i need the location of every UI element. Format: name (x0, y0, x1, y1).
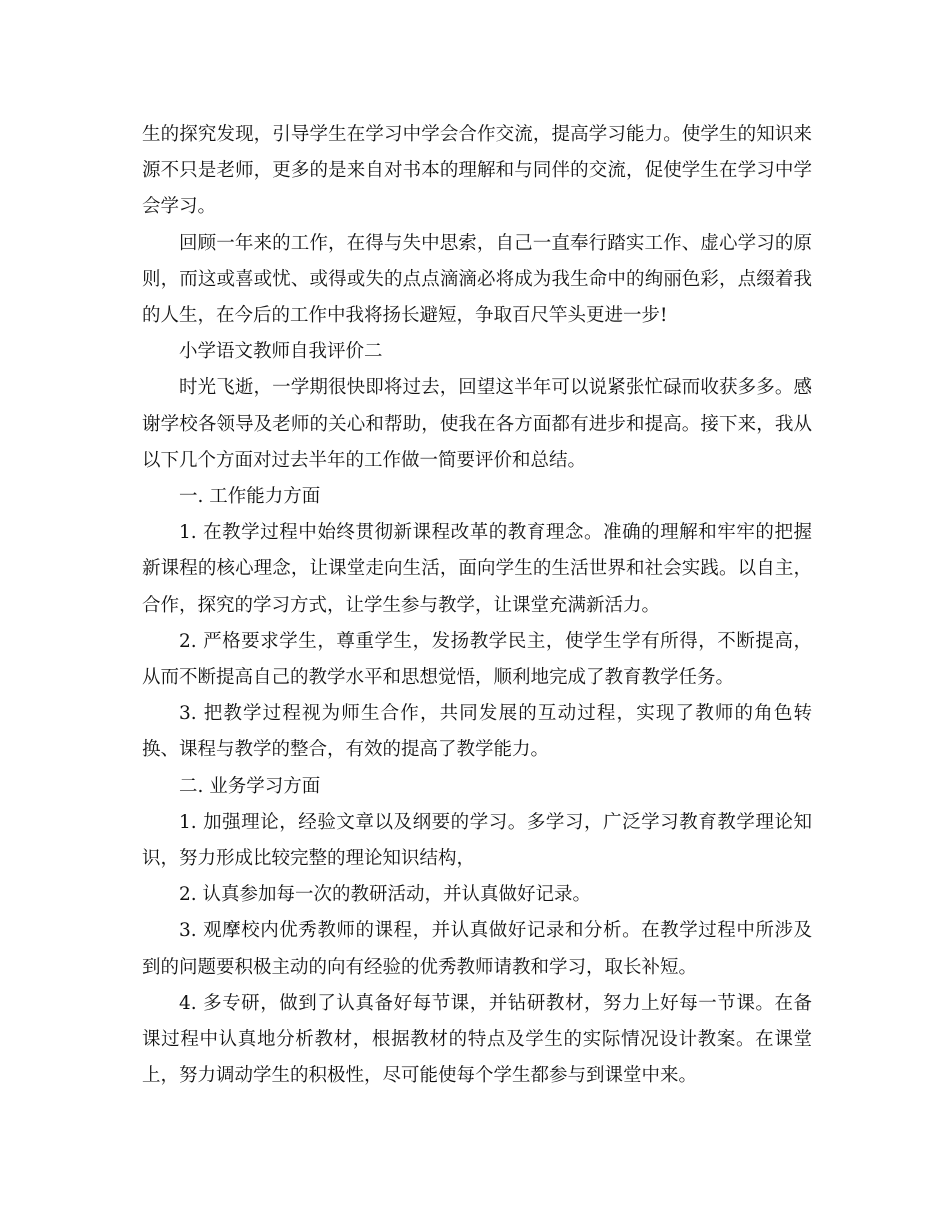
heading-work-ability: 一. 工作能力方面 (179, 486, 321, 508)
work-ability-item-1: 1. 在教学过程中始终贯彻新课程改革的教育理念。准确的理解和牢牢的把握新课程的核心理念，让课堂走向生活，面向学生的生活世界和社会实践。以自主，合作，探究的学习方式，让学生参与教学，让课堂充满新活力。 (142, 522, 812, 616)
work-ability-item-3: 3. 把教学过程视为师生合作，共同发展的互动过程，实现了教师的角色转换、课程与教学的整合，有效的提高了教学能力。 (142, 703, 812, 761)
professional-study-item-1: 1. 加强理论，经验文章以及纲要的学习。多学习，广泛学习教育教学理论知识，努力形成比较完整的理论知识结构， (142, 811, 812, 870)
paragraph-intro: 时光飞逝，一学期很快即将过去，回望这半年可以说紧张忙碌而收获多多。感谢学校各领导及老师的关心和帮助，使我在各方面都有进步和提高。接下来，我从以下几个方面对过去半年的工作做一简要评价和总结。 (142, 377, 812, 471)
professional-study-item-4: 4. 多专研，做到了认真备好每节课，并钻研教材，努力上好每一节课。在备课过程中认真地分析教材，根据教材的特点及学生的实际情况设计教案。在课堂上，努力调动学生的积极性，尽可能使每个学生都参与到课堂中来。 (142, 992, 812, 1087)
paragraph-1: 生的探究发现，引导学生在学习中学会合作交流，提高学习能力。使学生的知识来源不只是老师，更多的是来自对书本的理解和与同伴的交流，促使学生在学习中学会学习。 (142, 124, 812, 218)
paragraph-2: 回顾一年来的工作，在得与失中思索，自己一直奉行踏实工作、虚心学习的原则，而这或喜或忧、或得或失的点点滴滴必将成为我生命中的绚丽色彩，点缀着我的人生，在今后的工作中我将扬长避短，争取百尺竿头更进一步! (142, 232, 812, 327)
professional-study-item-2: 2. 认真参加每一次的教研活动，并认真做好记录。 (179, 884, 592, 906)
professional-study-item-3: 3. 观摩校内优秀教师的课程，并认真做好记录和分析。在教学过程中所涉及到的问题要积极主动的向有经验的优秀教师请教和学习，取长补短。 (142, 920, 812, 978)
document-body (142, 117, 812, 1094)
heading-professional-study: 二. 业务学习方面 (179, 775, 321, 797)
work-ability-item-2: 2. 严格要求学生，尊重学生，发扬教学民主，使学生学有所得，不断提高，从而不断提高自己的教学水平和思想觉悟，顺利地完成了教育教学任务。 (142, 630, 812, 689)
section-title: 小学语文教师自我评价二 (179, 341, 383, 363)
